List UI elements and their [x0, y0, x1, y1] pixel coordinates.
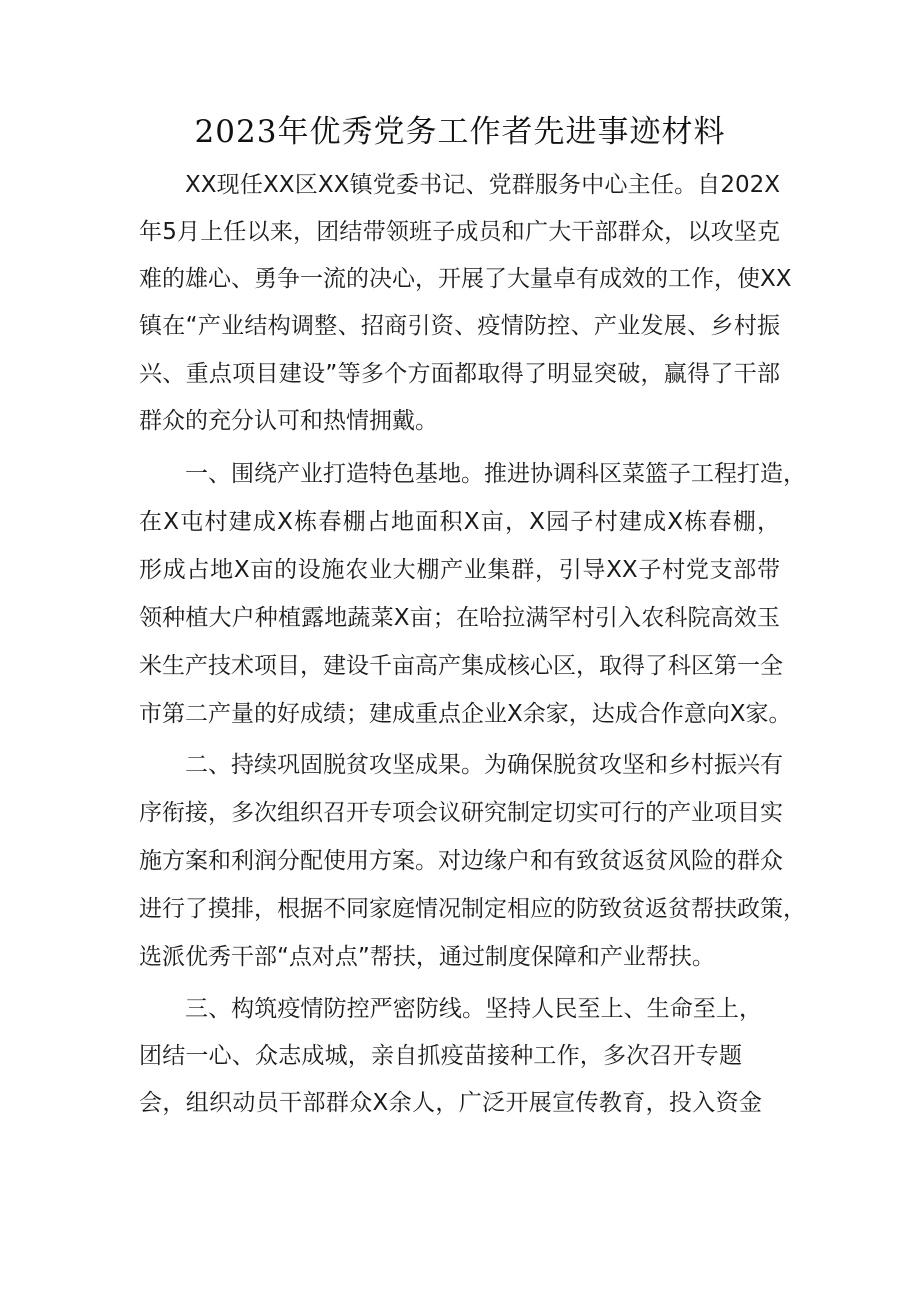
paragraph-4-line-3: 会，组织动员干部群众X余人，广泛开展宣传教育，投入资金	[139, 1090, 762, 1116]
paragraph-2-line-3: 形成占地X亩的设施农业大棚产业集群，引导XX子村党支部带	[139, 557, 780, 583]
paragraph-4-line-1: 三、构筑疫情防控严密防线。坚持人民至上、生命至上，	[185, 996, 762, 1022]
paragraph-2-line-2: 在X屯村建成X栋春棚占地面积X亩，X园子村建成X栋春棚，	[139, 509, 780, 535]
paragraph-2-line-5: 米生产技术项目，建设千亩高产集成核心区，取得了科区第一全	[139, 653, 783, 679]
paragraph-1-line-1: XX现任XX区XX镇党委书记、党群服务中心主任。自202X	[185, 172, 780, 198]
paragraph-2-line-4: 领种植大户种植露地蔬菜X亩；在哈拉满罕村引入农科院高效玉	[139, 605, 780, 631]
paragraph-1-line-2: 年5月上任以来，团结带领班子成员和广大干部群众，以攻坚克	[139, 219, 780, 245]
paragraph-2-line-6: 市第二产量的好成绩；建成重点企业X余家，达成合作意向X家。	[139, 701, 792, 727]
paragraph-2-line-1: 一、围绕产业打造特色基地。推进协调科区菜篮子工程打造，	[185, 461, 806, 487]
document-title: 2023年优秀党务工作者先进事迹材料	[194, 114, 726, 150]
paragraph-1-line-3: 难的雄心、勇争一流的决心，开展了大量卓有成效的工作，使XX	[139, 266, 792, 292]
paragraph-3-line-2: 序衔接，多次组织召开专项会议研究制定切实可行的产业项目实	[139, 800, 783, 826]
paragraph-1-line-4: 镇在“产业结构调整、招商引资、疫情防控、产业发展、乡村振	[139, 313, 780, 339]
paragraph-1-line-6: 群众的充分认可和热情拥戴。	[139, 408, 438, 434]
paragraph-3-line-3: 施方案和利润分配使用方案。对边缘户和有致贫返贫风险的群众	[139, 848, 783, 874]
paragraph-4-line-2: 团结一心、众志成城，亲自抓疫苗接种工作，多次召开专题	[139, 1043, 742, 1069]
paragraph-3-line-1: 二、持续巩固脱贫攻坚成果。为确保脱贫攻坚和乡村振兴有	[185, 752, 783, 778]
paragraph-1-line-5: 兴、重点项目建设”等多个方面都取得了明显突破，赢得了干部	[139, 361, 780, 387]
paragraph-3-line-4: 进行了摸排，根据不同家庭情况制定相应的防致贫返贫帮扶政策，	[139, 896, 806, 922]
paragraph-3-line-5: 选派优秀干部“点对点”帮扶，通过制度保障和产业帮扶。	[139, 944, 715, 970]
